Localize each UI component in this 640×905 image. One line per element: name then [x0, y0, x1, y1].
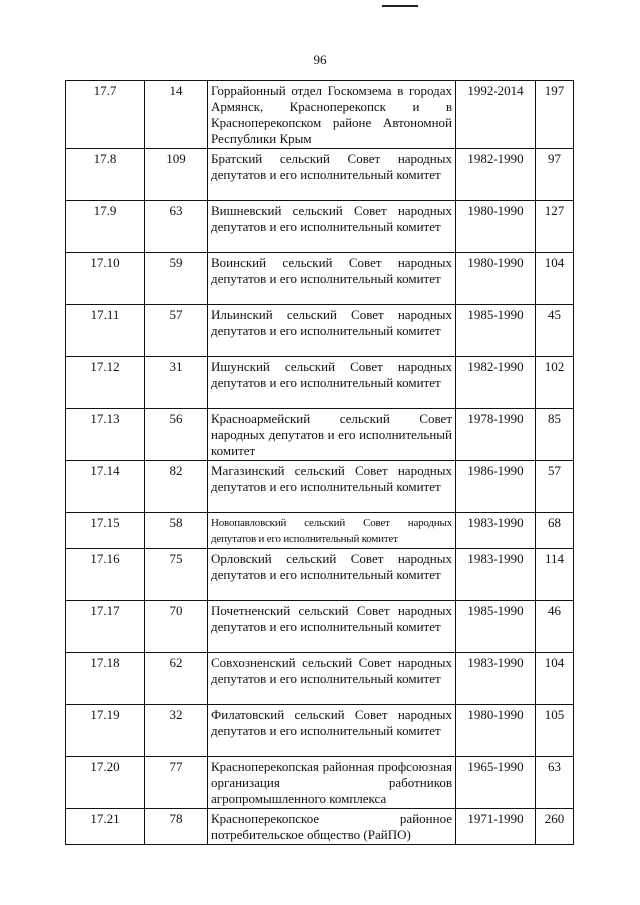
- fund-name: Орловский сельский Совет народных депутатов и его исполнительный комитет: [208, 549, 456, 601]
- item-count: 102: [536, 357, 574, 409]
- date-range: 1980-1990: [456, 253, 536, 305]
- fund-number: 58: [145, 513, 208, 549]
- fund-name: Филатовский сельский Совет народных депутатов и его исполнительный комитет: [208, 705, 456, 757]
- item-count: 63: [536, 757, 574, 809]
- fund-number: 56: [145, 409, 208, 461]
- item-count: 114: [536, 549, 574, 601]
- fund-number: 109: [145, 149, 208, 201]
- fund-number: 77: [145, 757, 208, 809]
- date-range: 1986-1990: [456, 461, 536, 513]
- item-count: 260: [536, 809, 574, 845]
- row-index: 17.14: [66, 461, 145, 513]
- fund-name: Магазинский сельский Совет народных депутатов и его исполнительный комитет: [208, 461, 456, 513]
- fund-name: Красноперекопское районное потребительское общество (РайПО): [208, 809, 456, 845]
- fund-number: 57: [145, 305, 208, 357]
- date-range: 1985-1990: [456, 601, 536, 653]
- item-count: 197: [536, 81, 574, 149]
- table-row: [66, 253, 574, 305]
- fund-number: 70: [145, 601, 208, 653]
- table-row: [66, 305, 574, 357]
- fund-number: 31: [145, 357, 208, 409]
- date-range: 1985-1990: [456, 305, 536, 357]
- table-row: [66, 601, 574, 653]
- item-count: 127: [536, 201, 574, 253]
- table-row: [66, 409, 574, 461]
- fund-number: 32: [145, 705, 208, 757]
- date-range: 1980-1990: [456, 705, 536, 757]
- top-edge-mark: [382, 5, 418, 7]
- item-count: 45: [536, 305, 574, 357]
- item-count: 97: [536, 149, 574, 201]
- item-count: 68: [536, 513, 574, 549]
- fund-number: 14: [145, 81, 208, 149]
- fund-number: 78: [145, 809, 208, 845]
- row-index: 17.13: [66, 409, 145, 461]
- row-index: 17.18: [66, 653, 145, 705]
- table-row: [66, 705, 574, 757]
- table-row: [66, 757, 574, 809]
- row-index: 17.21: [66, 809, 145, 845]
- item-count: 57: [536, 461, 574, 513]
- fund-registry-table: [65, 80, 574, 845]
- fund-name: Горрайонный отдел Госкомзема в городах Армянск, Красноперекопск и в Красноперекопском районе Автономной Республики Крым: [208, 81, 456, 149]
- fund-number: 82: [145, 461, 208, 513]
- row-index: 17.15: [66, 513, 145, 549]
- row-index: 17.8: [66, 149, 145, 201]
- date-range: 1965-1990: [456, 757, 536, 809]
- item-count: 104: [536, 653, 574, 705]
- date-range: 1978-1990: [456, 409, 536, 461]
- table-row: [66, 549, 574, 601]
- row-index: 17.9: [66, 201, 145, 253]
- item-count: 105: [536, 705, 574, 757]
- date-range: 1982-1990: [456, 149, 536, 201]
- table-row: [66, 809, 574, 845]
- date-range: 1983-1990: [456, 549, 536, 601]
- fund-name: Красноперекопская районная профсоюзная организация работников агропромышленного комплекса: [208, 757, 456, 809]
- date-range: 1980-1990: [456, 201, 536, 253]
- date-range: 1971-1990: [456, 809, 536, 845]
- date-range: 1983-1990: [456, 653, 536, 705]
- table-row: [66, 357, 574, 409]
- fund-name: Воинский сельский Совет народных депутатов и его исполнительный комитет: [208, 253, 456, 305]
- table-row: [66, 201, 574, 253]
- row-index: 17.16: [66, 549, 145, 601]
- item-count: 46: [536, 601, 574, 653]
- row-index: 17.20: [66, 757, 145, 809]
- table-row: [66, 653, 574, 705]
- date-range: 1992-2014: [456, 81, 536, 149]
- fund-number: 59: [145, 253, 208, 305]
- table-row: [66, 461, 574, 513]
- table-row: [66, 81, 574, 149]
- fund-name: Ильинский сельский Совет народных депутатов и его исполнительный комитет: [208, 305, 456, 357]
- fund-name: Братский сельский Совет народных депутатов и его исполнительный комитет: [208, 149, 456, 201]
- row-index: 17.11: [66, 305, 145, 357]
- fund-number: 75: [145, 549, 208, 601]
- row-index: 17.17: [66, 601, 145, 653]
- row-index: 17.12: [66, 357, 145, 409]
- table-row: [66, 149, 574, 201]
- fund-name: Совхозненский сельский Совет народных депутатов и его исполнительный комитет: [208, 653, 456, 705]
- date-range: 1982-1990: [456, 357, 536, 409]
- fund-name: Почетненский сельский Совет народных депутатов и его исполнительный комитет: [208, 601, 456, 653]
- fund-number: 62: [145, 653, 208, 705]
- date-range: 1983-1990: [456, 513, 536, 549]
- row-index: 17.7: [66, 81, 145, 149]
- fund-name: Вишневский сельский Совет народных депутатов и его исполнительный комитет: [208, 201, 456, 253]
- table-row: [66, 513, 574, 549]
- item-count: 104: [536, 253, 574, 305]
- fund-name: Красноармейский сельский Совет народных депутатов и его исполнительный комитет: [208, 409, 456, 461]
- row-index: 17.10: [66, 253, 145, 305]
- fund-number: 63: [145, 201, 208, 253]
- fund-name: Новопавловский сельский Совет народных депутатов и его исполнительный комитет: [208, 513, 456, 549]
- row-index: 17.19: [66, 705, 145, 757]
- item-count: 85: [536, 409, 574, 461]
- fund-name: Ишунский сельский Совет народных депутатов и его исполнительный комитет: [208, 357, 456, 409]
- page-number: 96: [313, 52, 327, 67]
